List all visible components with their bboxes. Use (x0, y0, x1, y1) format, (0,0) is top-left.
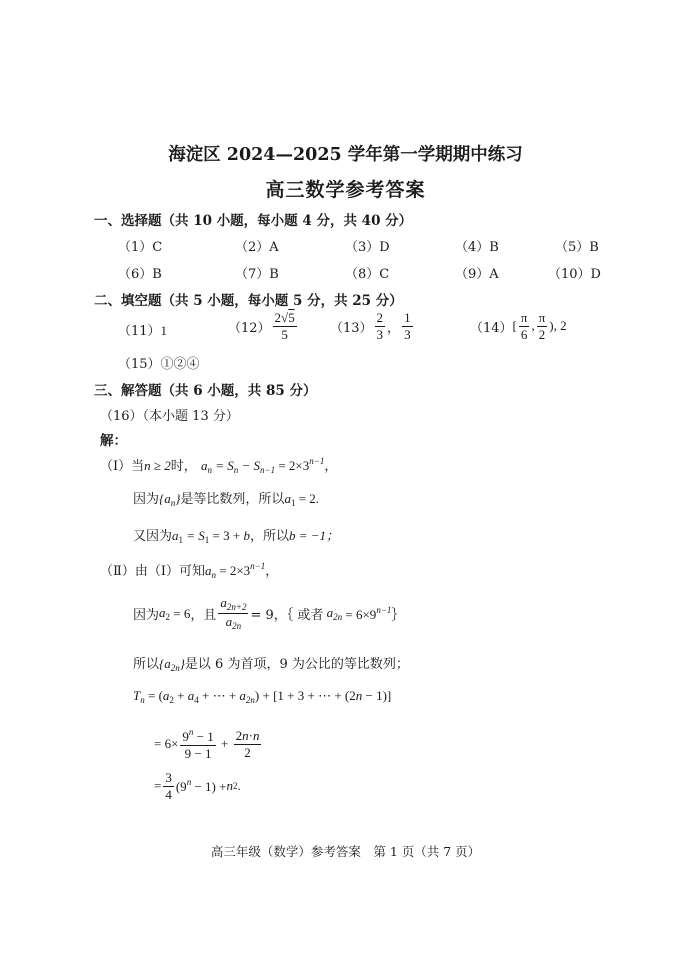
choice-answer-4: （4）B (455, 240, 499, 255)
document-subtitle: 高三数学参考答案 (265, 179, 426, 201)
choice-answer-9: （9）A (455, 267, 499, 282)
fill-answer-14: （14） [ $\frac{\pi}{6}$ , $\frac{\pi}{2}$ ), 2 (470, 310, 567, 342)
choice-answer-6: （6）B (118, 267, 162, 282)
document-title: 海淀区 2024—2025 学年第一学期期中练习 (168, 145, 523, 165)
page-footer: 高三年级（数学）参考答案 第 1 页（共 7 页） (210, 844, 481, 859)
choice-answer-7: （7）B (235, 267, 279, 282)
section-solution-heading: 三、解答题（共 6 小题，共 85 分） (94, 383, 317, 399)
fill-answer-13: （13） $\frac{2}{3}$ ， $\frac{1}{3}$ (330, 310, 411, 342)
question-16-label: （16）（本小题 13 分） (100, 409, 239, 424)
choice-answer-5: （5）B (555, 240, 599, 255)
choice-answer-3: （3）D (345, 240, 390, 255)
part1-line3: 又因为$a_1 = S_1 = 3 + b$，所以b = −1； (133, 528, 340, 545)
part1-line1: （Ⅰ）当n ≥ 2时， $a_n = S_n - S_{n-1} = 2\times 3^{n-1}$， (100, 456, 338, 475)
part2-line1: （Ⅱ）由（Ⅰ）可知$a_n = 2\times 3^{n-1}$， (100, 561, 279, 580)
part1-line2: 因为$\{a_n\}$是等比数列，所以$a_1 = 2$. (133, 491, 320, 508)
section-fill-heading: 二、填空题（共 5 小题，每小题 5 分，共 25 分） (94, 293, 403, 309)
choice-answer-8: （8）C (345, 267, 390, 282)
solution-label: 解： (100, 433, 127, 449)
part2-line2: 因为 $a_2$ = 6 ，且 $\frac{a_{2n+2}}{a_{2n}}$ = 9，｛ 或者 $a_{2n}$ = $6\times 9^{n-1}$ ｝ (133, 595, 405, 632)
section-choice-heading: 一、选择题（共 10 小题，每小题 4 分，共 40 分） (94, 213, 413, 229)
fill-answer-12: （12） $\frac{2√5}{5}$ (228, 310, 295, 342)
fill-answer-11: （11）1 (118, 323, 168, 339)
part2-sum-step1: = 6× $\frac{9^n - 1}{9 - 1}$ + $\frac{2n\cdot n}{2}$ (154, 727, 260, 761)
choice-answer-10: （10）D (548, 267, 601, 282)
part2-line3: 所以$\{a_{2n}\}$是以 6 为首项，9 为公比的等比数列； (133, 656, 409, 673)
choice-answer-1: （1）C (118, 240, 163, 255)
fill-answer-15: （15）①②④ (118, 357, 200, 372)
part2-sum-step2: = $\frac{3}{4}$ $(9^n - 1)$ + n 2 . (154, 770, 241, 802)
choice-answer-2: （2）A (235, 240, 279, 255)
part2-sum-line: $T_n = (a_2 + a_4$ + ⋯ + $a_{2n}) + [1 + 3$ + ⋯ + (2n − 1)] (133, 688, 392, 705)
